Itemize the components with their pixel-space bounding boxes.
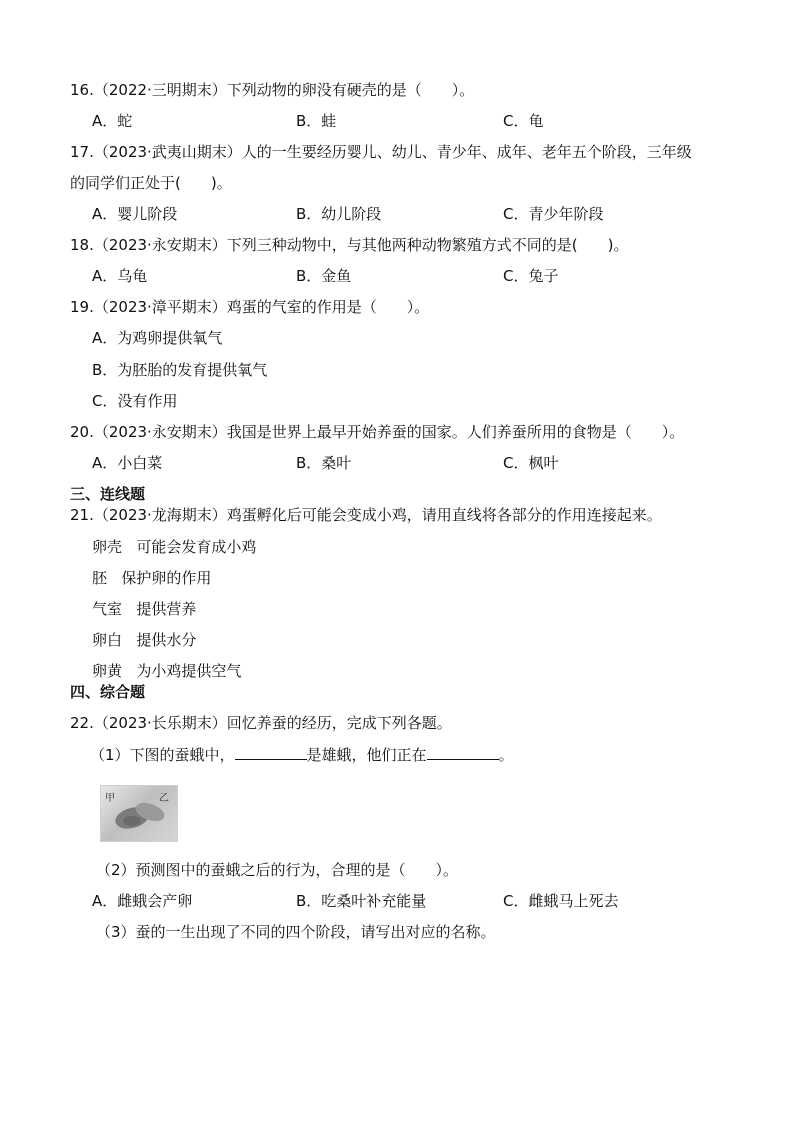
q22-part3: （3）蚕的一生出现了不同的四个阶段，请写出对应的名称。 bbox=[96, 923, 496, 941]
silkmoth-image bbox=[100, 785, 178, 842]
q21-row bbox=[92, 630, 196, 650]
q22-option-b: B．吃桑叶补充能量 bbox=[296, 892, 427, 910]
q16-option-a: A．蛇 bbox=[92, 112, 133, 130]
q21-function: 提供营养 bbox=[136, 600, 197, 618]
q18-stem: 18.（2023·永安期末）下列三种动物中，与其他两种动物繁殖方式不同的是( )。 bbox=[70, 236, 629, 254]
q21-stem: 21.（2023·龙海期末）鸡蛋孵化后可能会变成小鸡，请用直线将各部分的作用连接起来。 bbox=[70, 506, 662, 524]
image-label-jia: 甲 bbox=[105, 793, 115, 804]
q20-option-c: C．枫叶 bbox=[503, 454, 559, 472]
q17-option-b: B．幼儿阶段 bbox=[296, 205, 382, 223]
q17-stem-line1: 17.（2023·武夷山期末）人的一生要经历婴儿、幼儿、青少年、成年、老年五个阶段，三年级 bbox=[70, 143, 692, 161]
q22-option-a: A．雌蛾会产卵 bbox=[92, 892, 193, 910]
q16-stem: 16.（2022·三明期末）下列动物的卵没有硬壳的是（ ）。 bbox=[70, 81, 475, 99]
q22-part2: （2）预测图中的蚕蛾之后的行为，合理的是（ ）。 bbox=[96, 861, 459, 879]
q21-part: 气室 bbox=[92, 600, 123, 618]
q21-part: 胚 bbox=[92, 569, 108, 587]
q19-option-a: A．为鸡卵提供氧气 bbox=[92, 329, 223, 347]
q21-row bbox=[92, 661, 241, 681]
answer-blank-2[interactable] bbox=[427, 745, 499, 760]
q21-function: 提供水分 bbox=[136, 631, 197, 649]
q21-row bbox=[92, 568, 211, 588]
q21-part: 卵壳 bbox=[92, 538, 123, 556]
q16-option-b: B．蛙 bbox=[296, 112, 337, 130]
q20-option-a: A．小白菜 bbox=[92, 454, 163, 472]
q22-part1 bbox=[90, 745, 514, 765]
q18-option-c: C．兔子 bbox=[503, 267, 559, 285]
q19-stem: 19.（2023·漳平期末）鸡蛋的气室的作用是（ ）。 bbox=[70, 298, 430, 316]
section-heading-matching: 三、连线题 bbox=[70, 485, 146, 503]
q18-option-b: B．金鱼 bbox=[296, 267, 352, 285]
q21-function: 为小鸡提供空气 bbox=[136, 662, 242, 680]
q21-row bbox=[92, 537, 256, 557]
q22-part1-text-c: 。 bbox=[498, 746, 514, 764]
q22-stem: 22.（2023·长乐期末）回忆养蚕的经历，完成下列各题。 bbox=[70, 714, 452, 732]
q17-option-a: A．婴儿阶段 bbox=[92, 205, 178, 223]
q20-option-b: B．桑叶 bbox=[296, 454, 352, 472]
q21-row bbox=[92, 599, 196, 619]
q21-part: 卵黄 bbox=[92, 662, 123, 680]
q19-option-c: C．没有作用 bbox=[92, 392, 178, 410]
image-label-yi: 乙 bbox=[159, 793, 169, 804]
q21-part: 卵白 bbox=[92, 631, 123, 649]
q19-option-b: B．为胚胎的发育提供氧气 bbox=[92, 361, 268, 379]
section-heading-comprehensive: 四、综合题 bbox=[70, 683, 146, 701]
moth-shape bbox=[123, 816, 141, 826]
q22-part1-text-b: 是雄蛾，他们正在 bbox=[306, 746, 427, 764]
q18-option-a: A．乌龟 bbox=[92, 267, 148, 285]
q22-option-c: C．雌蛾马上死去 bbox=[503, 892, 619, 910]
q21-function: 可能会发育成小鸡 bbox=[136, 538, 257, 556]
q16-option-c: C．龟 bbox=[503, 112, 544, 130]
q20-stem: 20.（2023·永安期末）我国是世界上最早开始养蚕的国家。人们养蚕所用的食物是（ ）。 bbox=[70, 423, 685, 441]
q17-option-c: C．青少年阶段 bbox=[503, 205, 604, 223]
answer-blank-1[interactable] bbox=[235, 745, 307, 760]
q17-stem-line2: 的同学们正处于( )。 bbox=[70, 174, 232, 192]
q21-function: 保护卵的作用 bbox=[121, 569, 212, 587]
q22-part1-text-a: （1）下图的蚕蛾中， bbox=[90, 746, 235, 764]
